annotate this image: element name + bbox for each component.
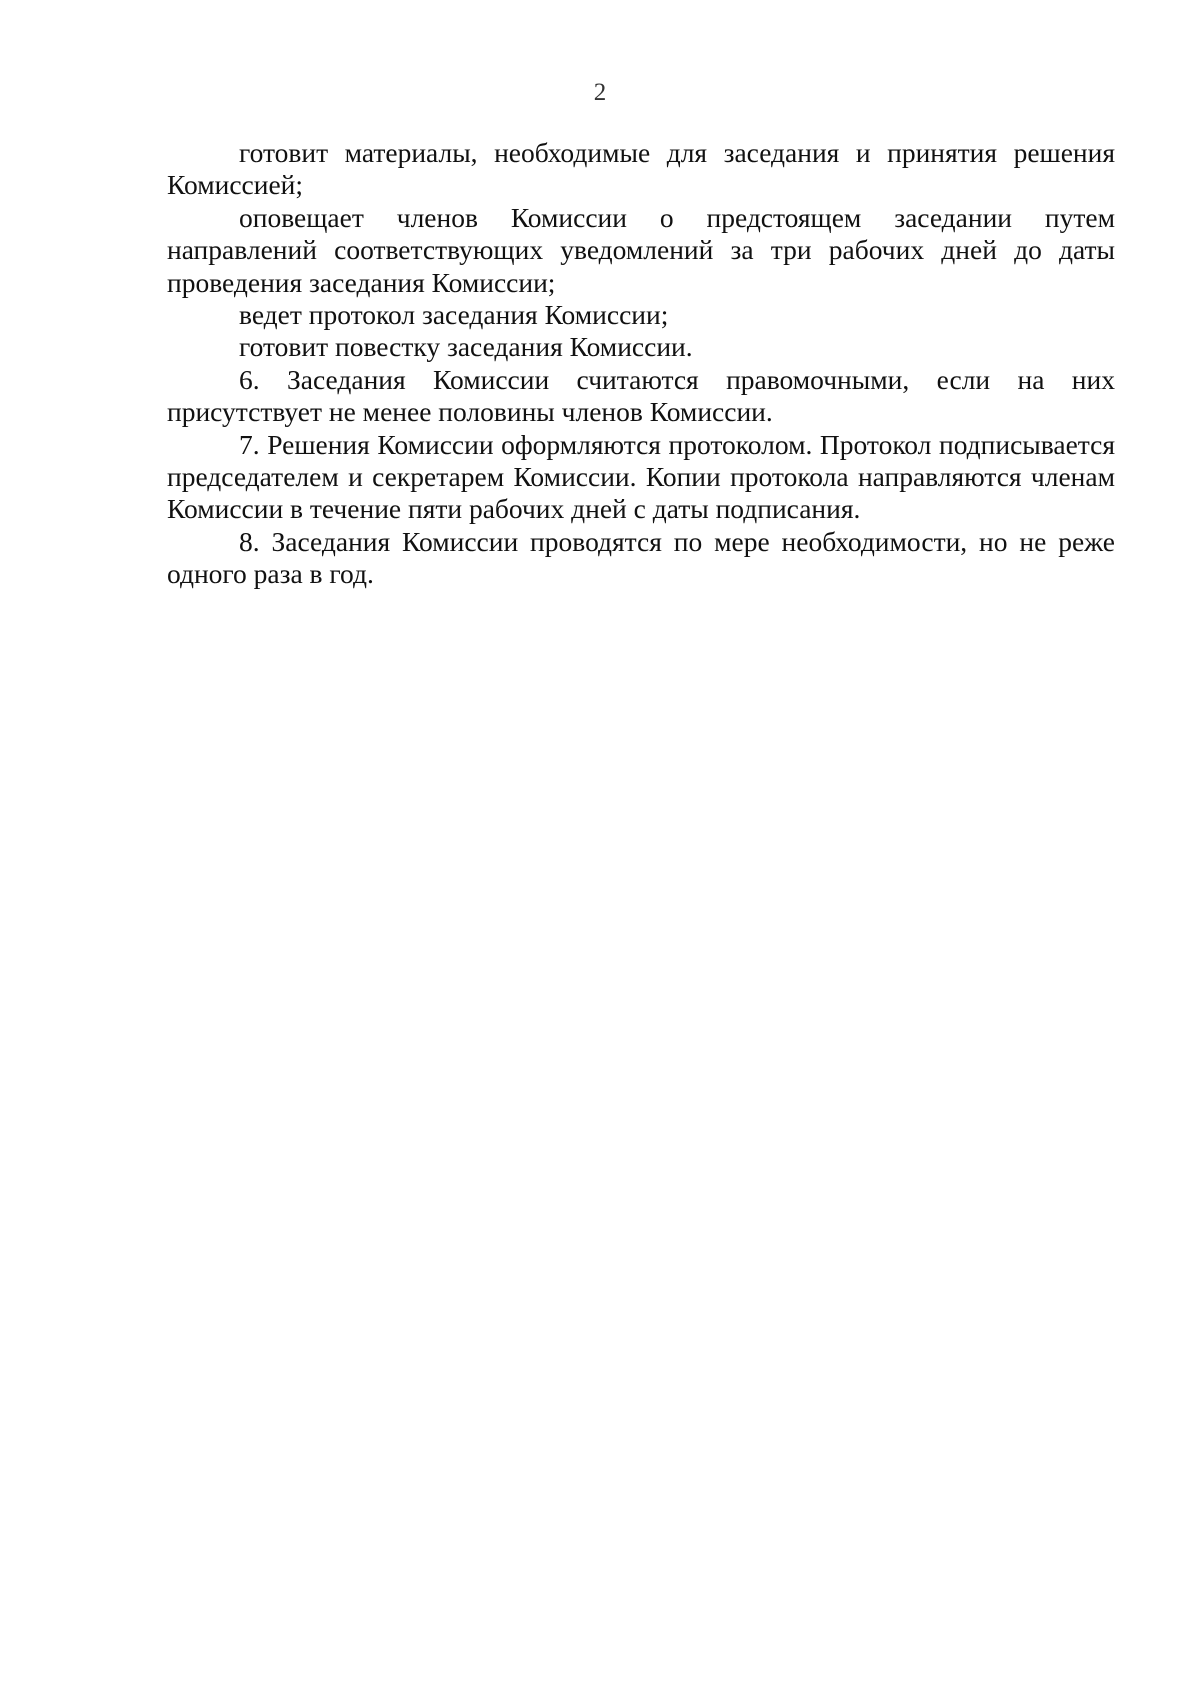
paragraph-item-7-decisions: 7. Решения Комиссии оформляются протоколом. Протокол подписывается председателем и секретарем Комиссии. Копии протокола направляются членам Комиссии в течение пяти рабочих дней с даты подписания. [167, 428, 1115, 525]
document-body [167, 137, 1115, 591]
page-number: 2 [593, 79, 607, 106]
paragraph-notifies-members: оповещает членов Комиссии о предстоящем заседании путем направлений соответствующих уведомлений за три рабочих дней до даты проведения заседания Комиссии; [167, 201, 1115, 298]
paragraph-keeps-minutes: ведет протокол заседания Комиссии; [239, 299, 669, 331]
paragraph-item-6-quorum: 6. Заседания Комиссии считаются правомочными, если на них присутствует не менее половины членов Комиссии. [167, 363, 1115, 428]
paragraph-prepares-materials: готовит материалы, необходимые для заседания и принятия решения Комиссией; [167, 137, 1115, 201]
paragraph-prepares-agenda: готовит повестку заседания Комиссии. [239, 331, 693, 363]
paragraph-item-8-meetings: 8. Заседания Комиссии проводятся по мере необходимости, но не реже одного раза в год. [167, 525, 1115, 590]
